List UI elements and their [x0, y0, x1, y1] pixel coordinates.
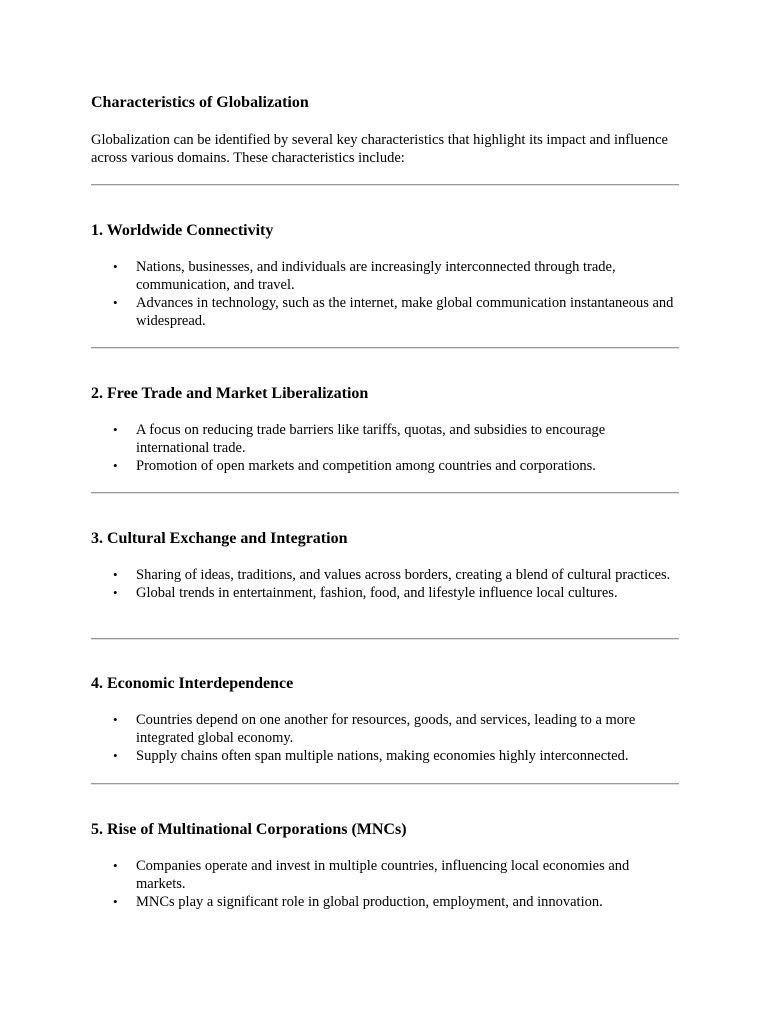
horizontal-rule — [91, 638, 679, 640]
horizontal-rule — [91, 184, 679, 186]
list-item-text: Nations, businesses, and individuals are increasingly interconnected through trade, communication, and travel. — [136, 259, 616, 293]
list-item — [91, 857, 679, 893]
bullet-icon: • — [113, 567, 118, 582]
list-item — [91, 294, 679, 330]
list-item-text: Companies operate and invest in multiple countries, influencing local economies and markets. — [136, 858, 630, 892]
intro-paragraph: Globalization can be identified by several key characteristics that highlight its impact and influence across various domains. These characteristics include: — [91, 132, 668, 166]
list-item-text: MNCs play a significant role in global production, employment, and innovation. — [136, 894, 603, 910]
list-item — [91, 711, 679, 747]
bullet-list — [91, 711, 679, 765]
bullet-list — [91, 857, 679, 911]
list-item-text: Supply chains often span multiple nations, making economies highly interconnected. — [136, 748, 629, 764]
bullet-icon: • — [113, 585, 118, 600]
list-item — [91, 421, 679, 457]
bullet-list — [91, 566, 679, 602]
list-item — [91, 566, 679, 584]
bullet-icon: • — [113, 422, 118, 437]
section-heading: 2. Free Trade and Market Liberalization — [91, 385, 369, 402]
horizontal-rule — [91, 347, 679, 349]
list-item-text: Global trends in entertainment, fashion, food, and lifestyle influence local cultures. — [136, 585, 618, 601]
list-item-text: Promotion of open markets and competition among countries and corporations. — [136, 458, 596, 474]
section-heading: 5. Rise of Multinational Corporations (MNCs) — [91, 821, 407, 838]
section-worldwide-connectivity — [91, 221, 679, 330]
bullet-list — [91, 421, 679, 475]
section-heading: 4. Economic Interdependence — [91, 675, 294, 692]
bullet-icon: • — [113, 858, 118, 873]
list-item-text: A focus on reducing trade barriers like tariffs, quotas, and subsidies to encourage international trade. — [136, 422, 606, 456]
section-free-trade — [91, 384, 679, 475]
bullet-icon: • — [113, 295, 118, 310]
section-heading: 3. Cultural Exchange and Integration — [91, 530, 348, 547]
section-economic-interdependence — [91, 674, 679, 765]
bullet-list — [91, 258, 679, 330]
list-item-text: Sharing of ideas, traditions, and values across borders, creating a blend of cultural practices. — [136, 567, 671, 583]
list-item-text: Advances in technology, such as the internet, make global communication instantaneous and widespread. — [136, 295, 674, 329]
bullet-icon: • — [113, 748, 118, 763]
horizontal-rule — [91, 783, 679, 785]
bullet-icon: • — [113, 894, 118, 909]
bullet-icon: • — [113, 458, 118, 473]
list-item — [91, 457, 679, 475]
list-item-text: Countries depend on one another for resources, goods, and services, leading to a more integrated global economy. — [136, 712, 636, 746]
list-item — [91, 893, 679, 911]
list-item — [91, 258, 679, 294]
document-title: Characteristics of Globalization — [91, 94, 309, 111]
bullet-icon: • — [113, 712, 118, 727]
list-item — [91, 584, 679, 602]
section-cultural-exchange — [91, 529, 679, 602]
section-heading: 1. Worldwide Connectivity — [91, 222, 274, 239]
bullet-icon: • — [113, 259, 118, 274]
section-multinational-corporations — [91, 820, 679, 911]
horizontal-rule — [91, 492, 679, 494]
list-item — [91, 747, 679, 765]
